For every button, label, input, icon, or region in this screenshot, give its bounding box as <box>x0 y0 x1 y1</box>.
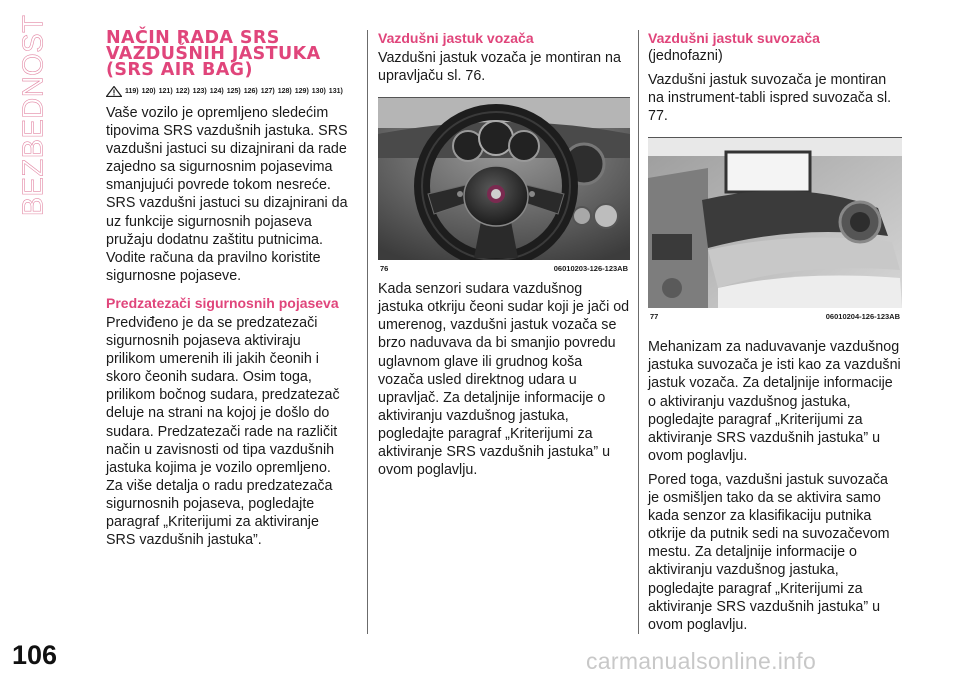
steering-wheel-photo <box>378 97 630 260</box>
warning-ref: 125) <box>226 88 241 95</box>
pretensioners-paragraph: Predviđeno je da se predzatezači sigurnosnih pojaseva aktiviraju prilikom umerenih ili jakih čeonih i skoro čeonih sudara. Osim toga, prilikom bočnog sudara, predzatezač deluje na strani na kojoj je došlo do sudara. Predzatezači rade na različit način u zavisnosti od tipa vazdušnih jastuka kojima je vozilo opremljeno. Za više detalja o radu predzatezača sigurnosnih pojaseva, pogledajte paragraf „Kriterijumi za aktiviranje SRS vazdušnih jastuka”. <box>106 314 340 549</box>
figure-caption <box>378 264 630 274</box>
steering-wheel-illustration <box>378 98 630 260</box>
watermark-text: carmanualsonline.info <box>586 648 817 674</box>
passenger-sensor-paragraph: Pored toga, vazdušni jastuk suvozača je osmišljen tako da se aktivira samo kada senzor za klasifikaciju putnika otkrije da putnik sedi na suvozačevom mestu. Za detaljnije informacije o aktiviranju vazdušnog jastuka, pogledajte paragraf „Kriterijumi za aktiviranje SRS vazdušnih jastuka” u ovom poglavlju. <box>648 471 890 633</box>
warning-ref: 131) <box>328 88 343 95</box>
column-divider <box>638 30 639 634</box>
section-sidebar-label <box>6 14 62 216</box>
warning-ref: 122) <box>175 88 190 95</box>
subheading-driver-airbag: Vazdušni jastuk vozača <box>378 30 534 46</box>
column-2 <box>378 30 630 479</box>
warning-ref: 120) <box>141 88 156 95</box>
figure-number: 76 <box>380 264 389 274</box>
figure-76 <box>378 97 630 274</box>
section-name: BEZBEDNOST <box>17 14 50 216</box>
warning-ref: 130) <box>311 88 326 95</box>
warning-references <box>106 86 350 98</box>
column-divider <box>367 30 368 634</box>
figure-code: 06010203-126-123AB <box>553 264 628 274</box>
warning-ref: 127) <box>260 88 275 95</box>
passenger-dashboard-illustration <box>648 138 902 308</box>
warning-ref: 124) <box>209 88 224 95</box>
warning-ref: 121) <box>158 88 173 95</box>
section-title: NAČIN RADA SRS VAZDUŠNIH JASTUKA (SRS AIR BAG) <box>106 28 321 80</box>
figure-code: 06010204-126-123AB <box>825 312 900 322</box>
figure-77 <box>648 137 902 322</box>
warning-ref: 123) <box>192 88 207 95</box>
dashboard-photo <box>648 137 902 308</box>
driver-airbag-intro: Vazdušni jastuk vozača je montiran na upravljaču sl. 76. <box>378 50 621 85</box>
warning-ref: 128) <box>277 88 292 95</box>
warning-ref: 119) <box>125 88 139 95</box>
figure-caption <box>648 312 902 322</box>
subheading-pretensioners: Predzatezači sigurnosnih pojaseva <box>106 294 339 311</box>
passenger-mechanism-paragraph: Mehanizam za naduvavanje vazdušnog jastuka suvozača je isti kao za vazdušni jastuk vozača. Za detaljnije informacije o aktiviranju vazdušnog jastuka, pogledajte paragraf „Kriterijumi za aktiviranje SRS vazdušnih jastuka” u ovom poglavlju. <box>648 339 901 464</box>
driver-airbag-paragraph: Kada senzori sudara vazdušnog jastuka otkriju čeoni sudar koji je jači od umerenog, vazdušni jastuk vozača se brzo naduvava da bi smanjio povredu uglavnom glave ili grudnog koša vozača usled direktnog udara u upravljač. Za detaljnije informacije o aktiviranju vazdušnog jastuka, pogledajte paragraf „Kriterijumi za aktiviranje SRS vazdušnih jastuka” u ovom poglavlju. <box>378 281 630 479</box>
passenger-airbag-intro: Vazdušni jastuk suvozača je montiran na instrument-tabli ispred suvozača sl. 77. <box>648 72 892 125</box>
column-1 <box>106 30 350 549</box>
subheading-passenger-airbag: Vazdušni jastuk suvozača <box>648 30 820 46</box>
single-stage-note: (jednofazni) <box>648 48 723 64</box>
warning-ref: 129) <box>294 88 309 95</box>
page-number: 106 <box>12 640 58 670</box>
column-3 <box>648 30 902 634</box>
intro-paragraph: Vaše vozilo je opremljeno sledećim tipovima SRS vazdušnih jastuka. SRS vazdušni jastuci su dizajnirani da rade zajedno sa sigurnosnim pojasevima smanjujući povrede tokom nesreće. SRS vazdušni jastuci su dizajnirani da uz funkcije sigurnosnih pojaseva pružaju dodatnu zaštitu putnicima. Vodite računa da pravilno koristite sigurnosne pojaseve. <box>106 105 348 284</box>
warning-ref-list <box>125 86 346 98</box>
warning-ref: 126) <box>243 88 258 95</box>
warning-triangle-icon <box>106 86 122 97</box>
figure-number: 77 <box>650 312 659 322</box>
